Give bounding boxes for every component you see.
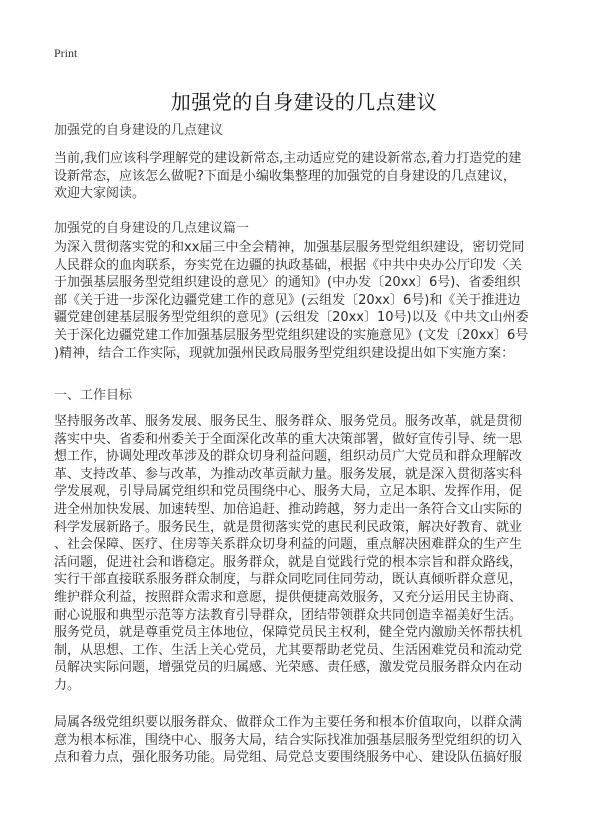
text-line: 点和着力点，强化服务功能。局党组、局党总支要围绕服务中心、建设队伍搞好服 (54, 750, 523, 766)
text-line: 力。 (54, 677, 81, 693)
text-line: 疆党建创建基层服务型党组织的意见》(云组发〔20xx〕10号)以及《中共文山州委 (54, 310, 529, 326)
heading-work-goals: 一、工作目标 (54, 388, 133, 403)
text-line: 学发展观，引导局属党组织和党员围绕中心、服务大局，立足本职、发挥作用，促 (54, 484, 523, 500)
text-line: )精神，结合工作实际，现就加强州民政局服务型党组织建设提出如下实施方案： (54, 345, 515, 361)
text-line: 、社会保障、医疗、住房等关系群众切身利益的问题，重点解决困难群众的生产生 (54, 537, 523, 553)
text-line: 制，从思想、工作、生活上关心党员，尤其要帮助老党员、生活困难党员和流动党 (54, 642, 523, 658)
text-line: 实行干部直接联系服务群众制度，与群众同吃同住同劳动，既认真倾听群众意见， (54, 572, 523, 588)
text-line: 部《关于进一步深化边疆党建工作的意见》(云组发〔20xx〕6号)和《关于推进边 (54, 292, 521, 308)
document-subtitle: 加强党的自身建设的几点建议 (54, 123, 224, 138)
text-line: 当前,我们应该科学理解党的建设新常态,主动适应党的建设新常态,着力打造党的建 (54, 151, 522, 166)
paragraph-2 (54, 413, 574, 695)
text-line: 局属各级党组织要以服务群众、做群众工作为主要任务和根本价值取向，以群众满 (54, 715, 523, 730)
text-line: 于加强基层服务型党组织建设的意见〉的通知》(中办发〔20xx〕6号)、省委组织 (54, 275, 521, 291)
text-line: 员解决实际问题，增强党员的归属感、光荣感、责任感，激发党员服务群众内在动 (54, 660, 523, 676)
text-line: 落实中央、省委和州委关于全面深化改革的重大决策部署，做好宣传引导、统一思 (54, 431, 523, 447)
text-line: 维护群众利益，按照群众需求和意愿，提供便捷高效服务，又充分运用民主协商、 (54, 589, 523, 605)
text-line: 服务党员，就是尊重党员主体地位，保障党员民主权利，健全党内激励关怀帮扶机 (54, 625, 523, 641)
text-line: 活问题，促进社会和谐稳定。服务群众，就是自觉践行党的根本宗旨和群众路线， (54, 554, 523, 570)
text-line: 人民群众的血肉联系，夯实党在边疆的执政基础，根据《中共中央办公厅印发〈关 (54, 257, 523, 273)
section-title: 加强党的自身建设的几点建议篇一 (54, 221, 250, 236)
text-line: 设新常态，应该怎么做呢?下面是小编收集整理的加强党的自身建设的几点建议， (54, 168, 516, 184)
text-line: 为深入贯彻落实党的和xx届三中全会精神，加强基层服务型党组织建设，密切党同 (54, 240, 525, 255)
text-line: 坚持服务改革、服务发展、服务民生、服务群众、服务党员。服务改革，就是贯彻 (54, 414, 523, 429)
text-line: 进全州加快发展、加速转型、加倍追赶、推动跨越，努力走出一条符合文山实际的 (54, 501, 523, 517)
print-label: Print (54, 46, 78, 60)
paragraph-3 (54, 714, 574, 767)
text-line: 想工作，协调处理改革涉及的群众切身利益问题，组织动员广大党员和群众理解改 (54, 449, 523, 465)
paragraph-1 (54, 239, 574, 362)
text-line: 耐心说服和典型示范等方法教育引导群众，团结带领群众共同创造幸福美好生活。 (54, 607, 523, 623)
text-line: 科学发展新路子。服务民生，就是贯彻落实党的惠民利民政策，解决好教育、就业 (54, 519, 523, 535)
text-line: 意为根本标准，围绕中心、服务大局，结合实际找准加强基层服务型党组织的切入 (54, 732, 523, 748)
text-line: 革、支持改革、参与改革，为推动改革贡献力量。服务发展，就是深入贯彻落实科 (54, 466, 523, 482)
document-title: 加强党的自身建设的几点建议 (170, 90, 438, 114)
intro-paragraph (54, 150, 574, 203)
text-line: 欢迎大家阅读。 (54, 186, 146, 202)
text-line: 关于深化边疆党建工作加强基层服务型党组织建设的实施意见》(文发〔20xx〕6号 (54, 327, 529, 343)
